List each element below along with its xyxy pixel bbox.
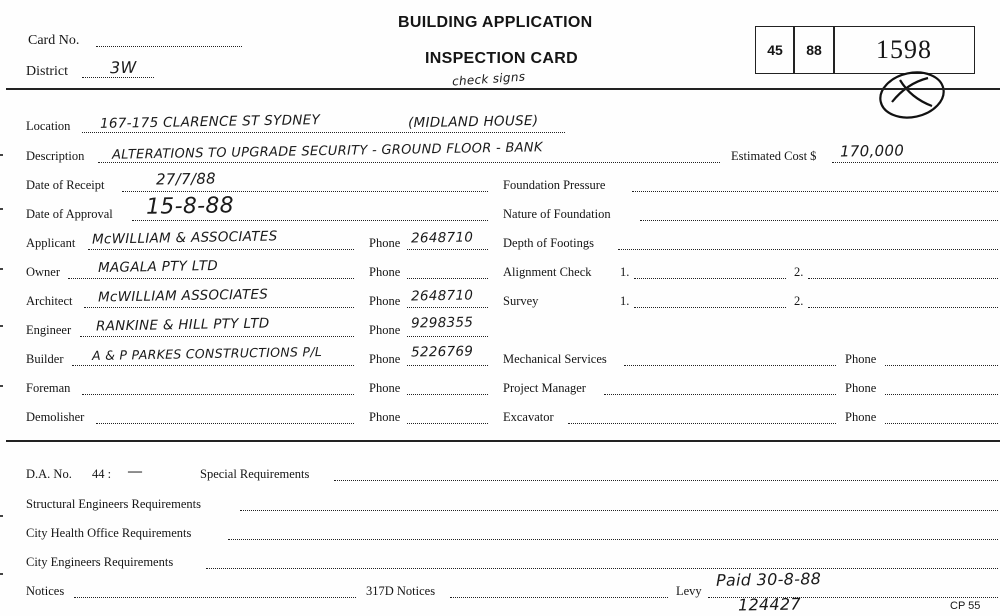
special-requirements-label: Special Requirements: [200, 467, 310, 481]
demolisher-line: [96, 423, 354, 424]
location-note: (MIDLAND HOUSE): [407, 112, 539, 132]
demolisher-phone-label: Phone: [369, 410, 401, 424]
form-code: CP 55: [950, 600, 981, 612]
edge-tick: [0, 208, 3, 210]
description-value: ALTERATIONS TO UPGRADE SECURITY - GROUND FLOOR - BANK: [111, 140, 543, 163]
excavator-line: [568, 423, 836, 424]
edge-tick: [0, 325, 3, 327]
demolisher-label: Demolisher: [26, 410, 85, 424]
architect-label: Architect: [26, 294, 73, 308]
health-label: City Health Office Requirements: [26, 526, 192, 540]
district-label: District: [26, 64, 68, 79]
da-no-value: 44 :: [92, 467, 112, 481]
engineer-label: Engineer: [26, 323, 72, 337]
engineer-line: [80, 336, 354, 337]
alignment-check-label: Alignment Check: [503, 265, 592, 279]
estimated-cost-line: [832, 162, 998, 163]
card-number: 1598: [876, 35, 932, 64]
card-code-box-2: [793, 26, 835, 74]
foreman-phone-label: Phone: [369, 381, 401, 395]
foundation-pressure-line: [632, 191, 998, 192]
notices-317d-line: [450, 597, 668, 598]
project-manager-line: [604, 394, 836, 395]
depth-of-footings-label: Depth of Footings: [503, 236, 594, 250]
builder-phone-line: [407, 365, 488, 366]
edge-tick: [0, 515, 3, 517]
mechanical-services-label: Mechanical Services: [503, 352, 607, 366]
alignment-check-line-1: [634, 278, 786, 279]
estimated-cost-label: Estimated Cost $: [731, 149, 817, 163]
edge-tick: [0, 573, 3, 575]
project-manager-phone-line: [885, 394, 998, 395]
applicant-phone-label: Phone: [369, 236, 401, 250]
date-receipt-value: 27/7/88: [155, 169, 217, 189]
card-code-1: 45: [767, 42, 783, 58]
structural-line: [240, 510, 998, 511]
architect-phone-line: [407, 307, 488, 308]
applicant-label: Applicant: [26, 236, 76, 250]
architect-line: [84, 307, 354, 308]
architect-phone: 2648710: [410, 287, 474, 305]
edge-tick: [0, 385, 3, 387]
applicant-phone-line: [407, 249, 488, 250]
foundation-pressure-label: Foundation Pressure: [503, 178, 606, 192]
date-receipt-label: Date of Receipt: [26, 178, 105, 192]
alignment-check-n1: 1.: [620, 265, 630, 279]
demolisher-phone-line: [407, 423, 488, 424]
builder-phone-label: Phone: [369, 352, 401, 366]
city-engineers-label: City Engineers Requirements: [26, 555, 174, 569]
da-no-dash: —: [128, 464, 142, 479]
edge-tick: [0, 154, 3, 156]
survey-line-2: [808, 307, 998, 308]
survey-n2: 2.: [794, 294, 804, 308]
city-engineers-line: [206, 568, 998, 569]
alignment-check-n2: 2.: [794, 265, 804, 279]
engineer-value: RANKINE & HILL PTY LTD: [95, 315, 270, 335]
estimated-cost-value: 170,000: [839, 141, 905, 161]
survey-n1: 1.: [620, 294, 630, 308]
builder-value: A & P PARKES CONSTRUCTIONS P/L: [91, 343, 323, 364]
survey-label: Survey: [503, 294, 539, 308]
nature-of-foundation-line: [640, 220, 998, 221]
owner-phone-line: [407, 278, 488, 279]
builder-line: [72, 365, 354, 366]
owner-line: [68, 278, 354, 279]
section-rule: [6, 440, 1000, 442]
excavator-phone-line: [885, 423, 998, 424]
architect-phone-label: Phone: [369, 294, 401, 308]
district-value: 3W: [109, 57, 137, 78]
applicant-value: McWILLIAM & ASSOCIATES: [91, 228, 278, 248]
notices-line: [74, 597, 356, 598]
levy-label: Levy: [676, 584, 702, 598]
location-label: Location: [26, 119, 71, 133]
nature-of-foundation-label: Nature of Foundation: [503, 207, 611, 221]
date-receipt-line: [122, 191, 488, 192]
alignment-check-line-2: [808, 278, 998, 279]
health-line: [228, 539, 998, 540]
notices-317d-label: 317D Notices: [366, 584, 436, 598]
applicant-line: [88, 249, 354, 250]
survey-line-1: [634, 307, 786, 308]
card-code-box-1: [755, 26, 795, 74]
excavator-label: Excavator: [503, 410, 554, 424]
card-no-label: Card No.: [28, 33, 80, 48]
card-code-2: 88: [806, 42, 822, 58]
district-line: [82, 77, 154, 78]
date-approval-line: [132, 220, 488, 221]
description-line: [98, 162, 720, 163]
levy-receipt: 124427: [737, 594, 802, 615]
location-line: [82, 132, 565, 133]
project-manager-label: Project Manager: [503, 381, 586, 395]
card-subtitle: INSPECTION CARD: [425, 50, 578, 67]
architect-value: McWILLIAM ASSOCIATES: [97, 286, 269, 306]
foreman-line: [82, 394, 354, 395]
excavator-phone-label: Phone: [845, 410, 877, 424]
circled-x-stamp-icon: [872, 66, 952, 122]
mechanical-services-phone-line: [885, 365, 998, 366]
applicant-phone: 2648710: [410, 229, 474, 247]
depth-of-footings-line: [618, 249, 998, 250]
levy-value: Paid 30-8-88: [715, 569, 822, 590]
description-label: Description: [26, 149, 85, 163]
da-no-label: D.A. No.: [26, 467, 72, 481]
notices-label: Notices: [26, 584, 65, 598]
header-rule: [6, 88, 1000, 90]
engineer-phone-line: [407, 336, 488, 337]
foreman-phone-line: [407, 394, 488, 395]
engineer-phone-label: Phone: [369, 323, 401, 337]
mechanical-services-phone-label: Phone: [845, 352, 877, 366]
mechanical-services-line: [624, 365, 836, 366]
builder-phone: 5226769: [410, 343, 474, 361]
project-manager-phone-label: Phone: [845, 381, 877, 395]
structural-label: Structural Engineers Requirements: [26, 497, 201, 511]
builder-label: Builder: [26, 352, 64, 366]
owner-value: MAGALA PTY LTD: [97, 257, 219, 277]
date-approval-label: Date of Approval: [26, 207, 113, 221]
owner-label: Owner: [26, 265, 61, 279]
date-approval-value: 15-8-88: [145, 193, 235, 220]
card-no-line: [96, 46, 242, 47]
edge-tick: [0, 268, 3, 270]
card-title: BUILDING APPLICATION: [398, 14, 593, 31]
engineer-phone: 9298355: [410, 314, 474, 332]
foreman-label: Foreman: [26, 381, 71, 395]
owner-phone-label: Phone: [369, 265, 401, 279]
location-value: 167-175 CLARENCE ST SYDNEY: [99, 112, 321, 132]
check-signs-annotation: check signs: [451, 69, 526, 89]
special-requirements-line: [334, 480, 998, 481]
